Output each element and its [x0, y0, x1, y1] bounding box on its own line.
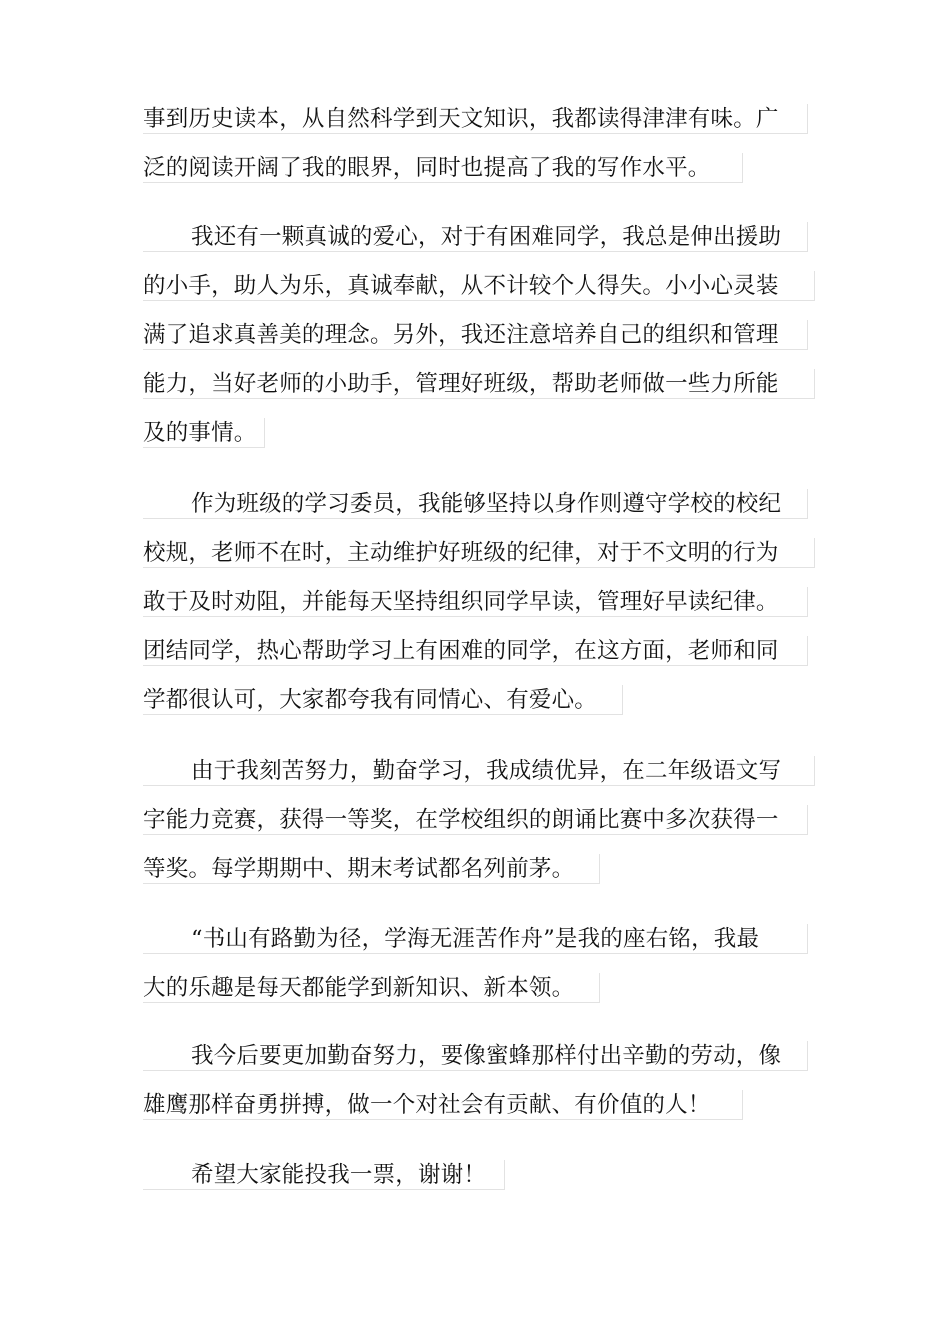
paragraph-study-committee: [143, 489, 823, 734]
text-line: 我今后要更加勤奋努力，要像蜜蜂那样付出辛勤的劳动，像: [143, 1041, 808, 1071]
paragraph-future: [143, 1041, 823, 1139]
text-line: 雄鹰那样奋勇拼搏，做一个对社会有贡献、有价值的人！: [143, 1090, 743, 1120]
paragraph-motto: [143, 924, 823, 1022]
text-line: 学都很认可，大家都夸我有同情心、有爱心。: [143, 685, 623, 715]
text-line: 能力，当好老师的小助手，管理好班级，帮助老师做一些力所能: [143, 369, 815, 399]
text-line: 事到历史读本，从自然科学到天文知识，我都读得津津有味。广: [143, 104, 808, 134]
text-line: 大的乐趣是每天都能学到新知识、新本领。: [143, 973, 600, 1003]
text-line: 泛的阅读开阔了我的眼界，同时也提高了我的写作水平。: [143, 153, 743, 183]
text-line: 敢于及时劝阻，并能每天坚持组织同学早读，管理好早读纪律。: [143, 587, 808, 617]
text-line: 我还有一颗真诚的爱心，对于有困难同学，我总是伸出援助: [143, 222, 808, 252]
text-line: 满了追求真善美的理念。另外，我还注意培养自己的组织和管理: [143, 320, 808, 350]
text-line: 等奖。每学期期中、期末考试都名列前茅。: [143, 854, 600, 884]
text-line: 字能力竞赛，获得一等奖，在学校组织的朗诵比赛中多次获得一: [143, 805, 808, 835]
text-line: 由于我刻苦努力，勤奋学习，我成绩优异，在二年级语文写: [143, 756, 815, 786]
text-line: 作为班级的学习委员，我能够坚持以身作则遵守学校的校纪: [143, 489, 808, 519]
paragraph-closing: [143, 1160, 823, 1209]
text-line: 及的事情。: [143, 418, 265, 448]
text-line: “书山有路勤为径，学海无涯苦作舟”是我的座右铭，我最: [143, 924, 808, 954]
paragraph-kindness: [143, 222, 823, 467]
text-line: 希望大家能投我一票，谢谢！: [143, 1160, 505, 1190]
paragraph-reading: [143, 104, 823, 202]
text-line: 校规，老师不在时，主动维护好班级的纪律，对于不文明的行为: [143, 538, 815, 568]
text-line: 的小手，助人为乐，真诚奉献，从不计较个人得失。小小心灵装: [143, 271, 815, 301]
text-line: 团结同学，热心帮助学习上有困难的同学，在这方面，老师和同: [143, 636, 808, 666]
paragraph-achievements: [143, 756, 823, 903]
